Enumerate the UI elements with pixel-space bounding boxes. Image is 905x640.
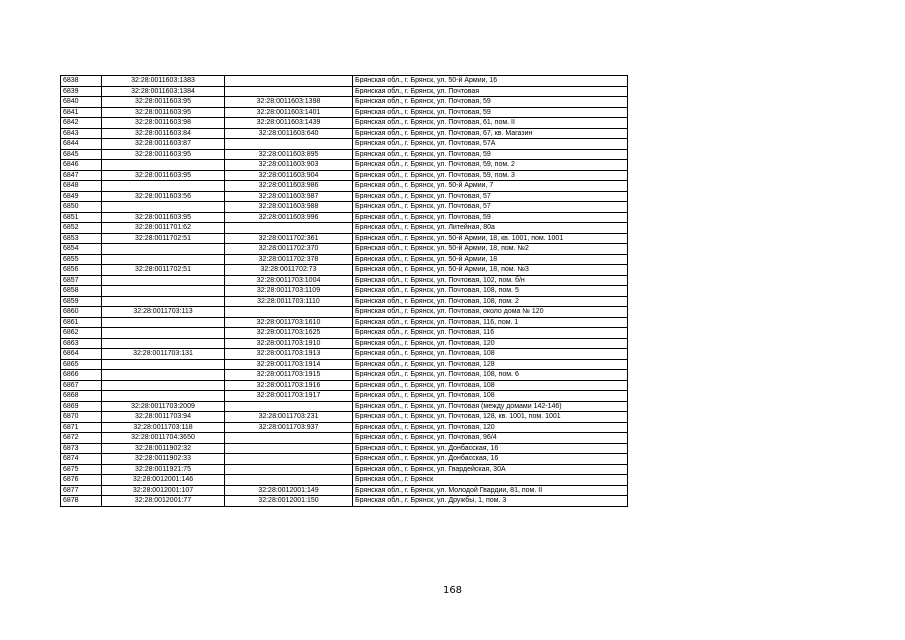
table-row bbox=[61, 433, 628, 444]
cadastral-number-cell: 32:28:0011921:75 bbox=[102, 464, 225, 475]
object-cadastral-number-cell: 32:28:0011603:1401 bbox=[225, 107, 353, 118]
cadastral-number-cell bbox=[102, 275, 225, 286]
row-number-cell: 6842 bbox=[61, 118, 102, 129]
row-number-cell: 6849 bbox=[61, 191, 102, 202]
row-number-cell: 6870 bbox=[61, 412, 102, 423]
cadastral-number-cell bbox=[102, 380, 225, 391]
table-row bbox=[61, 496, 628, 507]
row-number-cell: 6864 bbox=[61, 349, 102, 360]
object-cadastral-number-cell: 32:28:0011703:937 bbox=[225, 422, 353, 433]
table-row bbox=[61, 454, 628, 465]
row-number-cell: 6838 bbox=[61, 76, 102, 87]
row-number-cell: 6869 bbox=[61, 401, 102, 412]
object-cadastral-number-cell bbox=[225, 223, 353, 234]
cadastral-number-cell bbox=[102, 338, 225, 349]
object-cadastral-number-cell: 32:28:0011703:1610 bbox=[225, 317, 353, 328]
table-row bbox=[61, 464, 628, 475]
row-number-cell: 6872 bbox=[61, 433, 102, 444]
cadastral-number-cell bbox=[102, 328, 225, 339]
address-cell: Брянская обл., г. Брянск, ул. Почтовая, 108 bbox=[353, 349, 628, 360]
address-cell: Брянская обл., г. Брянск, ул. Почтовая, 57А bbox=[353, 139, 628, 150]
cadastral-number-cell bbox=[102, 202, 225, 213]
address-cell: Брянская обл., г. Брянск, ул. Почтовая, 108, пом. 5 bbox=[353, 286, 628, 297]
address-cell: Брянская обл., г. Брянск, ул. 50-й Армии, 18, пом. №3 bbox=[353, 265, 628, 276]
cadastral-number-cell: 32:28:0011603:95 bbox=[102, 149, 225, 160]
row-number-cell: 6865 bbox=[61, 359, 102, 370]
object-cadastral-number-cell: 32:28:0011703:1004 bbox=[225, 275, 353, 286]
address-cell: Брянская обл., г. Брянск, ул. Почтовая, 57 bbox=[353, 202, 628, 213]
address-cell: Брянская обл., г. Брянск, ул. 50-й Армии, 18, кв. 1001, пом. 1001 bbox=[353, 233, 628, 244]
row-number-cell: 6850 bbox=[61, 202, 102, 213]
row-number-cell: 6868 bbox=[61, 391, 102, 402]
table-row bbox=[61, 191, 628, 202]
row-number-cell: 6867 bbox=[61, 380, 102, 391]
cadastral-number-cell bbox=[102, 296, 225, 307]
row-number-cell: 6863 bbox=[61, 338, 102, 349]
cadastral-number-cell bbox=[102, 244, 225, 255]
object-cadastral-number-cell: 32:28:0011603:1398 bbox=[225, 97, 353, 108]
address-cell: Брянская обл., г. Брянск, ул. Почтовая, 59 bbox=[353, 149, 628, 160]
table-row bbox=[61, 286, 628, 297]
object-cadastral-number-cell bbox=[225, 464, 353, 475]
table-row bbox=[61, 118, 628, 129]
address-cell: Брянская обл., г. Брянск, ул. 50-й Армии, 18, пом. №2 bbox=[353, 244, 628, 255]
address-cell: Брянская обл., г. Брянск, ул. Почтовая, 108 bbox=[353, 380, 628, 391]
table-row bbox=[61, 475, 628, 486]
address-cell: Брянская обл., г. Брянск, ул. Почтовая, 120 bbox=[353, 422, 628, 433]
page-number: 168 bbox=[442, 585, 463, 596]
table-row bbox=[61, 181, 628, 192]
cadastral-number-cell: 32:28:0011702:51 bbox=[102, 233, 225, 244]
object-cadastral-number-cell: 32:28:0011703:1625 bbox=[225, 328, 353, 339]
cadastral-number-cell: 32:28:0011703:131 bbox=[102, 349, 225, 360]
table-row bbox=[61, 328, 628, 339]
address-cell: Брянская обл., г. Брянск, ул. Почтовая, 61, пом. II bbox=[353, 118, 628, 129]
object-cadastral-number-cell bbox=[225, 475, 353, 486]
cadastral-number-cell bbox=[102, 317, 225, 328]
object-cadastral-number-cell: 32:28:0011603:986 bbox=[225, 181, 353, 192]
table-row bbox=[61, 149, 628, 160]
cadastral-number-cell bbox=[102, 254, 225, 265]
table-row bbox=[61, 128, 628, 139]
cadastral-number-cell: 32:28:0011704:3650 bbox=[102, 433, 225, 444]
table-row bbox=[61, 338, 628, 349]
row-number-cell: 6860 bbox=[61, 307, 102, 318]
address-cell: Брянская обл., г. Брянск, ул. Почтовая, 59 bbox=[353, 107, 628, 118]
address-cell: Брянская обл., г. Брянск, ул. Почтовая, 57 bbox=[353, 191, 628, 202]
address-cell: Брянская обл., г. Брянск, ул. Почтовая, 116, пом. 1 bbox=[353, 317, 628, 328]
row-number-cell: 6876 bbox=[61, 475, 102, 486]
object-cadastral-number-cell: 32:28:0011702:370 bbox=[225, 244, 353, 255]
row-number-cell: 6848 bbox=[61, 181, 102, 192]
cadastral-number-cell: 32:28:0012001:107 bbox=[102, 485, 225, 496]
address-cell: Брянская обл., г. Брянск, ул. Почтовая, около дома № 120 bbox=[353, 307, 628, 318]
object-cadastral-number-cell: 32:28:0011702:361 bbox=[225, 233, 353, 244]
row-number-cell: 6851 bbox=[61, 212, 102, 223]
table-row bbox=[61, 86, 628, 97]
cadastral-number-cell: 32:28:0011902:33 bbox=[102, 454, 225, 465]
address-cell: Брянская обл., г. Брянск, ул. 50-й Армии, 16 bbox=[353, 76, 628, 87]
object-cadastral-number-cell bbox=[225, 86, 353, 97]
cadastral-number-cell: 32:28:0011603:87 bbox=[102, 139, 225, 150]
row-number-cell: 6843 bbox=[61, 128, 102, 139]
row-number-cell: 6856 bbox=[61, 265, 102, 276]
table-row bbox=[61, 391, 628, 402]
object-cadastral-number-cell bbox=[225, 401, 353, 412]
object-cadastral-number-cell: 32:28:0012001:150 bbox=[225, 496, 353, 507]
object-cadastral-number-cell bbox=[225, 443, 353, 454]
table-row bbox=[61, 317, 628, 328]
address-cell: Брянская обл., г. Брянск, ул. Гвардейская, 30А bbox=[353, 464, 628, 475]
table-row bbox=[61, 370, 628, 381]
cadastral-number-cell: 32:28:0011603:56 bbox=[102, 191, 225, 202]
object-cadastral-number-cell: 32:28:0011603:904 bbox=[225, 170, 353, 181]
object-cadastral-number-cell bbox=[225, 454, 353, 465]
row-number-cell: 6855 bbox=[61, 254, 102, 265]
row-number-cell: 6866 bbox=[61, 370, 102, 381]
cadastral-number-cell: 32:28:0011603:1384 bbox=[102, 86, 225, 97]
cadastral-number-cell bbox=[102, 370, 225, 381]
address-cell: Брянская обл., г. Брянск, ул. Почтовая, 108 bbox=[353, 391, 628, 402]
table-row bbox=[61, 76, 628, 87]
address-cell: Брянская обл., г. Брянск, ул. Литейная, 80а bbox=[353, 223, 628, 234]
row-number-cell: 6871 bbox=[61, 422, 102, 433]
table-row bbox=[61, 139, 628, 150]
object-cadastral-number-cell: 32:28:0011603:988 bbox=[225, 202, 353, 213]
table-row bbox=[61, 107, 628, 118]
table-row bbox=[61, 307, 628, 318]
address-cell: Брянская обл., г. Брянск, ул. Почтовая, 67, кв. Магазин bbox=[353, 128, 628, 139]
table-row bbox=[61, 485, 628, 496]
address-cell: Брянская обл., г. Брянск, ул. Молодой Гвардии, 81, пом. II bbox=[353, 485, 628, 496]
row-number-cell: 6878 bbox=[61, 496, 102, 507]
cadastral-number-cell bbox=[102, 286, 225, 297]
cadastral-number-cell: 32:28:0011703:113 bbox=[102, 307, 225, 318]
cadastral-number-cell bbox=[102, 160, 225, 171]
address-cell: Брянская обл., г. Брянск, ул. Почтовая, 59 bbox=[353, 212, 628, 223]
cadastral-number-cell: 32:28:0012001:146 bbox=[102, 475, 225, 486]
object-cadastral-number-cell: 32:28:0011703:1914 bbox=[225, 359, 353, 370]
object-cadastral-number-cell: 32:28:0011603:996 bbox=[225, 212, 353, 223]
object-cadastral-number-cell: 32:28:0011702:378 bbox=[225, 254, 353, 265]
address-cell: Брянская обл., г. Брянск, ул. Почтовая, 59 bbox=[353, 97, 628, 108]
cadastral-number-cell: 32:28:0011603:95 bbox=[102, 212, 225, 223]
cadastral-number-cell: 32:28:0011603:1383 bbox=[102, 76, 225, 87]
cadastral-number-cell: 32:28:0011603:98 bbox=[102, 118, 225, 129]
object-cadastral-number-cell: 32:28:0011703:1915 bbox=[225, 370, 353, 381]
address-cell: Брянская обл., г. Брянск, ул. 50-й Армии, 18 bbox=[353, 254, 628, 265]
row-number-cell: 6840 bbox=[61, 97, 102, 108]
row-number-cell: 6875 bbox=[61, 464, 102, 475]
object-cadastral-number-cell bbox=[225, 433, 353, 444]
address-cell: Брянская обл., г. Брянск, ул. Донбасская, 16 bbox=[353, 454, 628, 465]
address-cell: Брянская обл., г. Брянск, ул. Почтовая bbox=[353, 86, 628, 97]
address-cell: Брянская обл., г. Брянск, ул. Почтовая, 108, пом. 2 bbox=[353, 296, 628, 307]
address-cell: Брянская обл., г. Брянск, ул. Почтовая, 120 bbox=[353, 338, 628, 349]
object-cadastral-number-cell bbox=[225, 76, 353, 87]
object-cadastral-number-cell: 32:28:0011603:903 bbox=[225, 160, 353, 171]
object-cadastral-number-cell: 32:28:0011703:1910 bbox=[225, 338, 353, 349]
cadastral-number-cell: 32:28:0011703:118 bbox=[102, 422, 225, 433]
cadastral-number-cell bbox=[102, 391, 225, 402]
object-cadastral-number-cell: 32:28:0012001:149 bbox=[225, 485, 353, 496]
table-body bbox=[61, 76, 628, 507]
row-number-cell: 6839 bbox=[61, 86, 102, 97]
address-cell: Брянская обл., г. Брянск, ул. Донбасская, 16 bbox=[353, 443, 628, 454]
row-number-cell: 6846 bbox=[61, 160, 102, 171]
table-row bbox=[61, 170, 628, 181]
row-number-cell: 6854 bbox=[61, 244, 102, 255]
row-number-cell: 6862 bbox=[61, 328, 102, 339]
table-row bbox=[61, 349, 628, 360]
object-cadastral-number-cell: 32:28:0011603:895 bbox=[225, 149, 353, 160]
cadastral-number-cell: 32:28:0011701:62 bbox=[102, 223, 225, 234]
address-cell: Брянская обл., г. Брянск, ул. Почтовая, 108, пом. 6 bbox=[353, 370, 628, 381]
address-cell: Брянская обл., г. Брянск, ул. Почтовая, 128 bbox=[353, 359, 628, 370]
object-cadastral-number-cell: 32:28:0011703:1913 bbox=[225, 349, 353, 360]
cadastral-number-cell: 32:28:0011603:84 bbox=[102, 128, 225, 139]
table-row bbox=[61, 380, 628, 391]
table-row bbox=[61, 275, 628, 286]
table-row bbox=[61, 202, 628, 213]
row-number-cell: 6874 bbox=[61, 454, 102, 465]
cadastral-number-cell: 32:28:0011603:95 bbox=[102, 107, 225, 118]
object-cadastral-number-cell: 32:28:0011603:1439 bbox=[225, 118, 353, 129]
table-row bbox=[61, 401, 628, 412]
cadastral-number-cell: 32:28:0011702:51 bbox=[102, 265, 225, 276]
object-cadastral-number-cell: 32:28:0011702:73 bbox=[225, 265, 353, 276]
row-number-cell: 6841 bbox=[61, 107, 102, 118]
object-cadastral-number-cell: 32:28:0011703:1917 bbox=[225, 391, 353, 402]
row-number-cell: 6845 bbox=[61, 149, 102, 160]
row-number-cell: 6852 bbox=[61, 223, 102, 234]
table-row bbox=[61, 296, 628, 307]
table-row bbox=[61, 254, 628, 265]
object-cadastral-number-cell: 32:28:0011603:987 bbox=[225, 191, 353, 202]
object-cadastral-number-cell bbox=[225, 307, 353, 318]
cadastral-number-cell bbox=[102, 359, 225, 370]
object-cadastral-number-cell: 32:28:0011703:1916 bbox=[225, 380, 353, 391]
table-row bbox=[61, 160, 628, 171]
table-row bbox=[61, 233, 628, 244]
cadastral-number-cell: 32:28:0011703:94 bbox=[102, 412, 225, 423]
table-row bbox=[61, 212, 628, 223]
address-cell: Брянская обл., г. Брянск, ул. Почтовая, 116 bbox=[353, 328, 628, 339]
row-number-cell: 6853 bbox=[61, 233, 102, 244]
cadastral-number-cell bbox=[102, 181, 225, 192]
cadastral-number-cell: 32:28:0011603:95 bbox=[102, 170, 225, 181]
table-row bbox=[61, 223, 628, 234]
cadastral-number-cell: 32:28:0011703:2009 bbox=[102, 401, 225, 412]
object-cadastral-number-cell bbox=[225, 139, 353, 150]
table-row bbox=[61, 359, 628, 370]
row-number-cell: 6877 bbox=[61, 485, 102, 496]
row-number-cell: 6873 bbox=[61, 443, 102, 454]
object-cadastral-number-cell: 32:28:0011703:231 bbox=[225, 412, 353, 423]
table-row bbox=[61, 265, 628, 276]
row-number-cell: 6858 bbox=[61, 286, 102, 297]
table-row bbox=[61, 244, 628, 255]
address-cell: Брянская обл., г. Брянск, ул. Почтовая, 128, кв. 1001, пом. 1001 bbox=[353, 412, 628, 423]
object-cadastral-number-cell: 32:28:0011603:640 bbox=[225, 128, 353, 139]
records-table bbox=[60, 75, 628, 507]
table-row bbox=[61, 412, 628, 423]
row-number-cell: 6844 bbox=[61, 139, 102, 150]
address-cell: Брянская обл., г. Брянск, ул. Почтовая, 59, пом. 3 bbox=[353, 170, 628, 181]
row-number-cell: 6847 bbox=[61, 170, 102, 181]
row-number-cell: 6861 bbox=[61, 317, 102, 328]
object-cadastral-number-cell: 32:28:0011703:1110 bbox=[225, 296, 353, 307]
cadastral-number-cell: 32:28:0011902:32 bbox=[102, 443, 225, 454]
address-cell: Брянская обл., г. Брянск, ул. 50-й Армии, 7 bbox=[353, 181, 628, 192]
cadastral-number-cell: 32:28:0011603:95 bbox=[102, 97, 225, 108]
table-row bbox=[61, 443, 628, 454]
object-cadastral-number-cell: 32:28:0011703:1109 bbox=[225, 286, 353, 297]
address-cell: Брянская обл., г. Брянск, ул. Почтовая, 96/4 bbox=[353, 433, 628, 444]
address-cell: Брянская обл., г. Брянск, ул. Почтовая, 59, пом. 2 bbox=[353, 160, 628, 171]
address-cell: Брянская обл., г. Брянск, ул. Почтовая, 102, пом. б/н bbox=[353, 275, 628, 286]
address-cell: Брянская обл., г. Брянск, ул. Дружбы, 1, пом. 3 bbox=[353, 496, 628, 507]
address-cell: Брянская обл., г. Брянск bbox=[353, 475, 628, 486]
cadastral-number-cell: 32:28:0012001:77 bbox=[102, 496, 225, 507]
table-row bbox=[61, 97, 628, 108]
address-cell: Брянская обл., г. Брянск, ул. Почтовая (между домами 142-146) bbox=[353, 401, 628, 412]
row-number-cell: 6859 bbox=[61, 296, 102, 307]
row-number-cell: 6857 bbox=[61, 275, 102, 286]
table-row bbox=[61, 422, 628, 433]
